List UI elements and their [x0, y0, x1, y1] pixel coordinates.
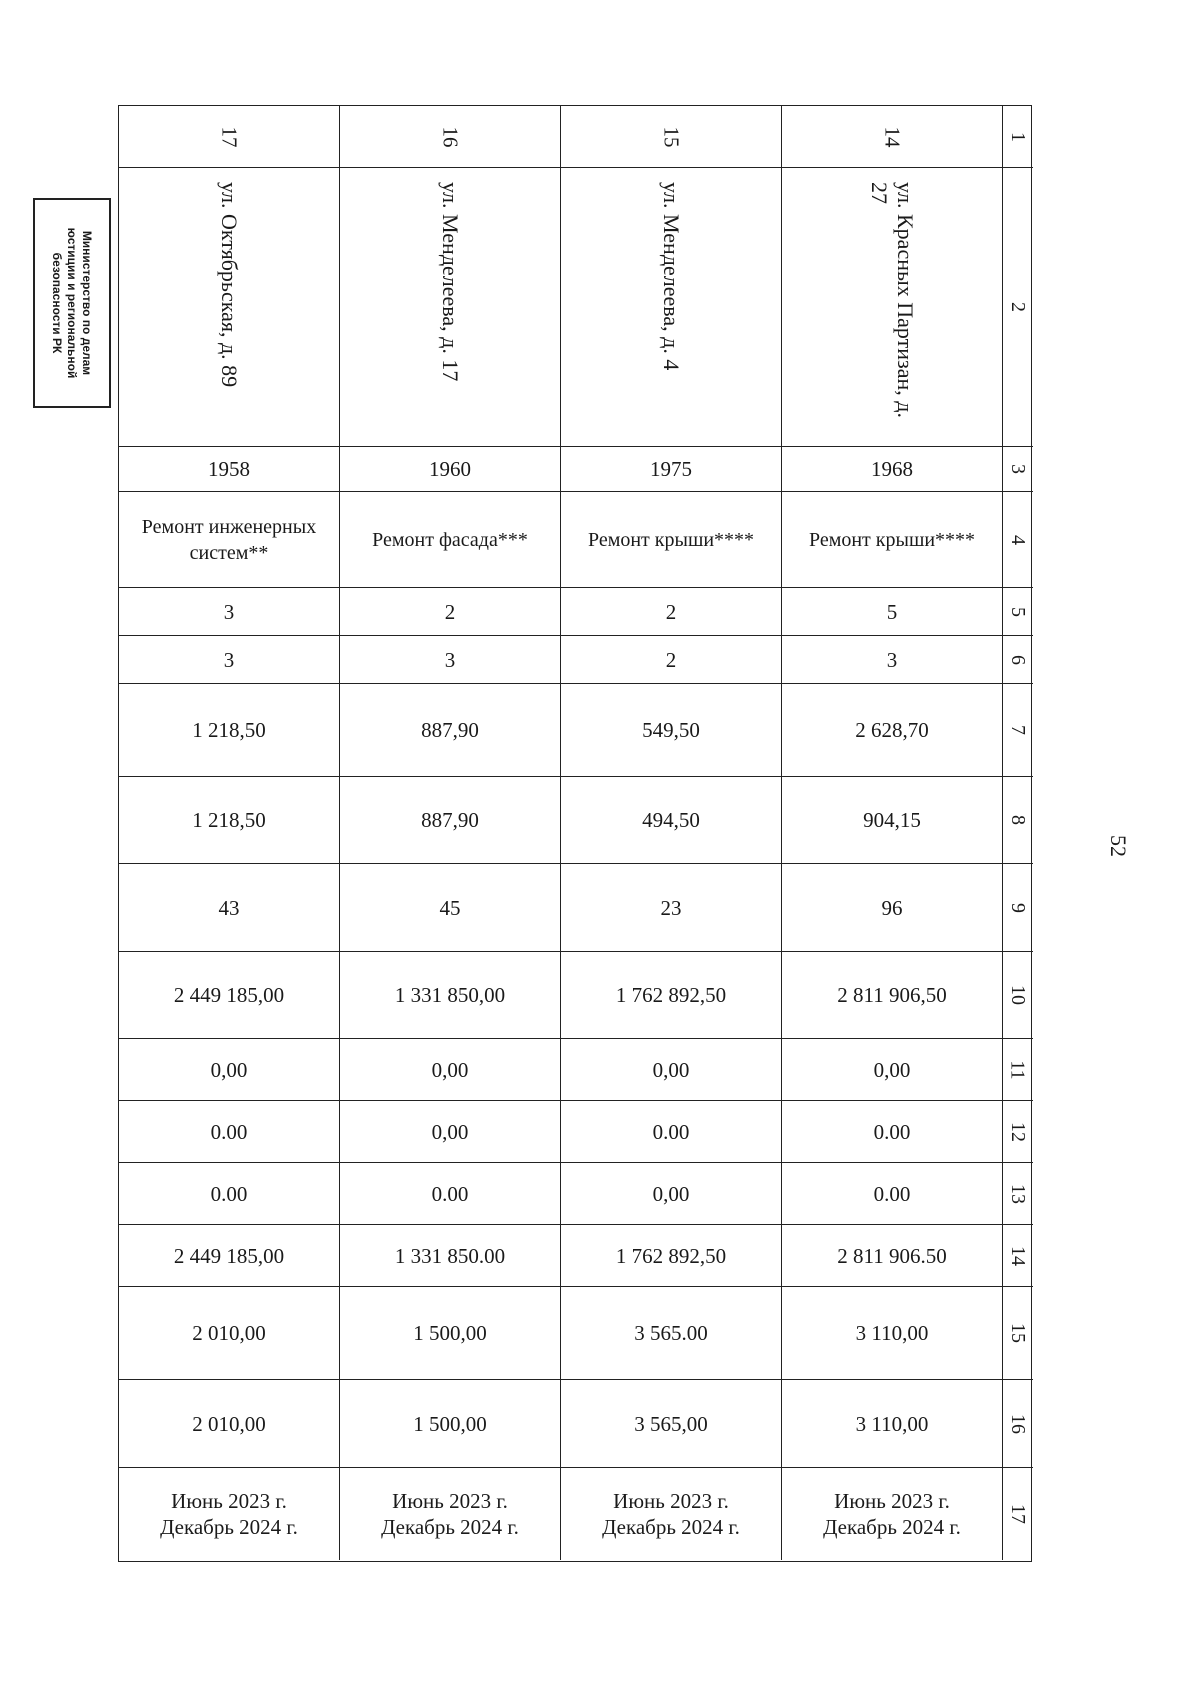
value-cell — [119, 636, 340, 684]
value-cell — [340, 588, 561, 636]
column-number: 15 — [1007, 1323, 1029, 1343]
column-number-cell — [1003, 952, 1033, 1039]
build-year: 1968 — [871, 457, 913, 481]
column-number: 7 — [1007, 725, 1029, 735]
cell-value: 0,00 — [652, 1181, 690, 1206]
column-number: 5 — [1007, 606, 1029, 617]
address-cell — [340, 168, 561, 447]
cell-value: 3 110,00 — [855, 1411, 929, 1436]
value-cell — [340, 1163, 561, 1225]
cell-value: 3 — [223, 647, 235, 672]
work-type: Ремонт крыши**** — [808, 528, 976, 551]
cell-value: 2 449 185,00 — [173, 983, 285, 1007]
cell-value: 3 565,00 — [634, 1411, 708, 1436]
value-cell — [782, 684, 1003, 777]
address-cell — [782, 168, 1003, 447]
value-cell — [340, 777, 561, 864]
address-text: ул. Менделеева, д. 4 — [659, 182, 684, 371]
period-start: Июнь 2023 г. — [834, 1489, 950, 1513]
column-number: 14 — [1007, 1245, 1029, 1266]
column-number: 4 — [1007, 534, 1029, 545]
cell-value: 549,50 — [642, 718, 700, 742]
cell-value: 904,15 — [863, 808, 921, 832]
row-number-cell — [782, 106, 1003, 168]
column-number: 8 — [1007, 815, 1029, 825]
ministry-stamp — [33, 198, 111, 408]
work-type: Ремонт фасада*** — [372, 528, 528, 551]
column-number-cell — [1003, 588, 1033, 636]
work-type-cell — [782, 492, 1003, 588]
period-end: Декабрь 2024 г. — [823, 1515, 961, 1539]
cell-value: 43 — [218, 895, 240, 920]
value-cell — [561, 952, 782, 1039]
cell-value: 96 — [881, 895, 903, 920]
value-cell — [561, 684, 782, 777]
value-cell — [119, 1163, 340, 1225]
cell-value: 45 — [439, 895, 461, 920]
cell-value: 1 218,50 — [192, 718, 266, 742]
stamp-line: Министерство по делам — [80, 230, 95, 376]
value-cell — [119, 1101, 340, 1163]
value-cell — [782, 1287, 1003, 1380]
cell-value: 2 449 185,00 — [173, 1243, 285, 1268]
row-number-cell — [340, 106, 561, 168]
cell-value: 0,00 — [873, 1057, 911, 1082]
work-type-cell — [561, 492, 782, 588]
period-end: Декабрь 2024 г. — [602, 1515, 740, 1539]
column-number-cell — [1003, 106, 1033, 168]
column-number-cell — [1003, 636, 1033, 684]
value-cell — [561, 1101, 782, 1163]
cell-value: 2 628,70 — [855, 718, 929, 742]
column-number: 10 — [1007, 985, 1029, 1005]
value-cell — [782, 1225, 1003, 1287]
column-number-cell — [1003, 1163, 1033, 1225]
column-number-cell — [1003, 1380, 1033, 1468]
cell-value: 3 — [886, 647, 898, 672]
column-number: 11 — [1006, 1059, 1029, 1080]
cell-value: 0.00 — [210, 1181, 248, 1206]
value-cell — [119, 588, 340, 636]
work-type-cell — [119, 492, 340, 588]
value-cell — [561, 777, 782, 864]
cell-value: 3 110,00 — [855, 1321, 929, 1345]
period-cell — [561, 1468, 782, 1560]
value-cell — [340, 1101, 561, 1163]
year-cell — [340, 447, 561, 492]
column-number-cell — [1003, 492, 1033, 588]
cell-value: 1 500,00 — [413, 1411, 487, 1436]
column-number: 6 — [1007, 654, 1029, 665]
cell-value: 1 331 850.00 — [394, 1243, 506, 1268]
column-number: 3 — [1007, 464, 1029, 474]
period-start: Июнь 2023 г. — [171, 1489, 287, 1513]
column-number-cell — [1003, 168, 1033, 447]
cell-value: 0.00 — [873, 1119, 911, 1144]
value-cell — [119, 1039, 340, 1101]
cell-value: 1 218,50 — [192, 808, 266, 832]
column-number: 13 — [1007, 1183, 1029, 1204]
value-cell — [340, 684, 561, 777]
period-end: Декабрь 2024 г. — [160, 1515, 298, 1539]
cell-value: 1 762 892,50 — [615, 1243, 727, 1268]
page-number: 52 — [1106, 835, 1131, 857]
value-cell — [119, 1380, 340, 1468]
stamp-line: юстиции и региональной — [65, 227, 80, 379]
column-number-cell — [1003, 777, 1033, 864]
period-end: Декабрь 2024 г. — [381, 1515, 519, 1539]
cell-value: 0,00 — [431, 1057, 469, 1082]
cell-value: 0.00 — [652, 1119, 690, 1144]
work-type: Ремонт инженерных систем** — [141, 515, 317, 564]
column-number-cell — [1003, 864, 1033, 952]
value-cell — [782, 1039, 1003, 1101]
address-text: ул. Менделеева, д. 17 — [438, 182, 463, 382]
cell-value: 3 565.00 — [634, 1321, 708, 1345]
value-cell — [782, 636, 1003, 684]
value-cell — [561, 1163, 782, 1225]
row-number: 15 — [659, 126, 683, 147]
address-cell — [119, 168, 340, 447]
value-cell — [782, 1380, 1003, 1468]
value-cell — [340, 1287, 561, 1380]
build-year: 1960 — [429, 457, 471, 481]
cell-value: 0.00 — [431, 1181, 469, 1206]
value-cell — [561, 588, 782, 636]
year-cell — [782, 447, 1003, 492]
address-text: ул. Красных Партизан, д. 27 — [867, 182, 918, 418]
row-number-cell — [561, 106, 782, 168]
value-cell — [561, 1225, 782, 1287]
value-cell — [782, 1101, 1003, 1163]
value-cell — [119, 1287, 340, 1380]
column-number-cell — [1003, 1468, 1033, 1560]
value-cell — [782, 952, 1003, 1039]
column-number-cell — [1003, 447, 1033, 492]
value-cell — [782, 588, 1003, 636]
column-number: 16 — [1007, 1413, 1029, 1434]
repair-program-table — [118, 105, 1032, 1562]
column-number: 12 — [1007, 1121, 1029, 1142]
value-cell — [340, 864, 561, 952]
column-number: 1 — [1007, 131, 1029, 142]
cell-value: 494,50 — [642, 808, 700, 832]
build-year: 1975 — [650, 457, 692, 481]
cell-value: 887,90 — [421, 808, 479, 832]
value-cell — [561, 1380, 782, 1468]
value-cell — [782, 1163, 1003, 1225]
value-cell — [561, 1287, 782, 1380]
value-cell — [340, 1380, 561, 1468]
cell-value: 2 811 906.50 — [837, 1243, 947, 1268]
value-cell — [340, 1225, 561, 1287]
cell-value: 2 010,00 — [192, 1321, 266, 1345]
row-number: 14 — [880, 126, 904, 147]
cell-value: 2 010,00 — [192, 1411, 266, 1436]
column-number-cell — [1003, 1039, 1033, 1101]
cell-value: 3 — [444, 647, 456, 672]
value-cell — [340, 952, 561, 1039]
value-cell — [119, 777, 340, 864]
column-number-cell — [1003, 1287, 1033, 1380]
value-cell — [782, 864, 1003, 952]
row-number-cell — [119, 106, 340, 168]
cell-value: 0,00 — [431, 1119, 469, 1144]
cell-value: 1 762 892,50 — [615, 983, 727, 1007]
value-cell — [561, 636, 782, 684]
row-number: 17 — [217, 126, 241, 147]
value-cell — [561, 864, 782, 952]
year-cell — [119, 447, 340, 492]
work-type-cell — [340, 492, 561, 588]
value-cell — [119, 684, 340, 777]
column-number-cell — [1003, 684, 1033, 777]
value-cell — [340, 636, 561, 684]
cell-value: 5 — [886, 599, 898, 624]
period-cell — [782, 1468, 1003, 1560]
cell-value: 0.00 — [210, 1119, 248, 1144]
period-start: Июнь 2023 г. — [392, 1489, 508, 1513]
row-number: 16 — [438, 126, 462, 147]
column-number-cell — [1003, 1225, 1033, 1287]
period-cell — [340, 1468, 561, 1560]
build-year: 1958 — [208, 457, 250, 481]
cell-value: 1 331 850,00 — [394, 983, 506, 1007]
address-cell — [561, 168, 782, 447]
value-cell — [119, 864, 340, 952]
value-cell — [782, 777, 1003, 864]
address-text: ул. Октябрьская, д. 89 — [217, 182, 242, 388]
cell-value: 1 500,00 — [413, 1321, 487, 1345]
value-cell — [561, 1039, 782, 1101]
value-cell — [119, 952, 340, 1039]
cell-value: 2 — [444, 599, 456, 624]
period-cell — [119, 1468, 340, 1560]
column-number-cell — [1003, 1101, 1033, 1163]
work-type: Ремонт крыши**** — [587, 528, 755, 551]
column-number: 9 — [1007, 902, 1029, 913]
cell-value: 23 — [660, 895, 682, 920]
value-cell — [119, 1225, 340, 1287]
stamp-line: безопасности РК — [50, 252, 65, 354]
period-start: Июнь 2023 г. — [613, 1489, 729, 1513]
cell-value: 2 — [665, 599, 677, 624]
cell-value: 0,00 — [652, 1057, 690, 1082]
cell-value: 2 — [665, 647, 677, 672]
value-cell — [340, 1039, 561, 1101]
cell-value: 0,00 — [210, 1057, 248, 1082]
year-cell — [561, 447, 782, 492]
cell-value: 0.00 — [873, 1181, 911, 1206]
cell-value: 3 — [223, 599, 235, 624]
cell-value: 2 811 906,50 — [837, 983, 947, 1007]
column-number: 2 — [1007, 302, 1029, 312]
cell-value: 887,90 — [421, 718, 479, 742]
column-number: 17 — [1007, 1504, 1029, 1524]
